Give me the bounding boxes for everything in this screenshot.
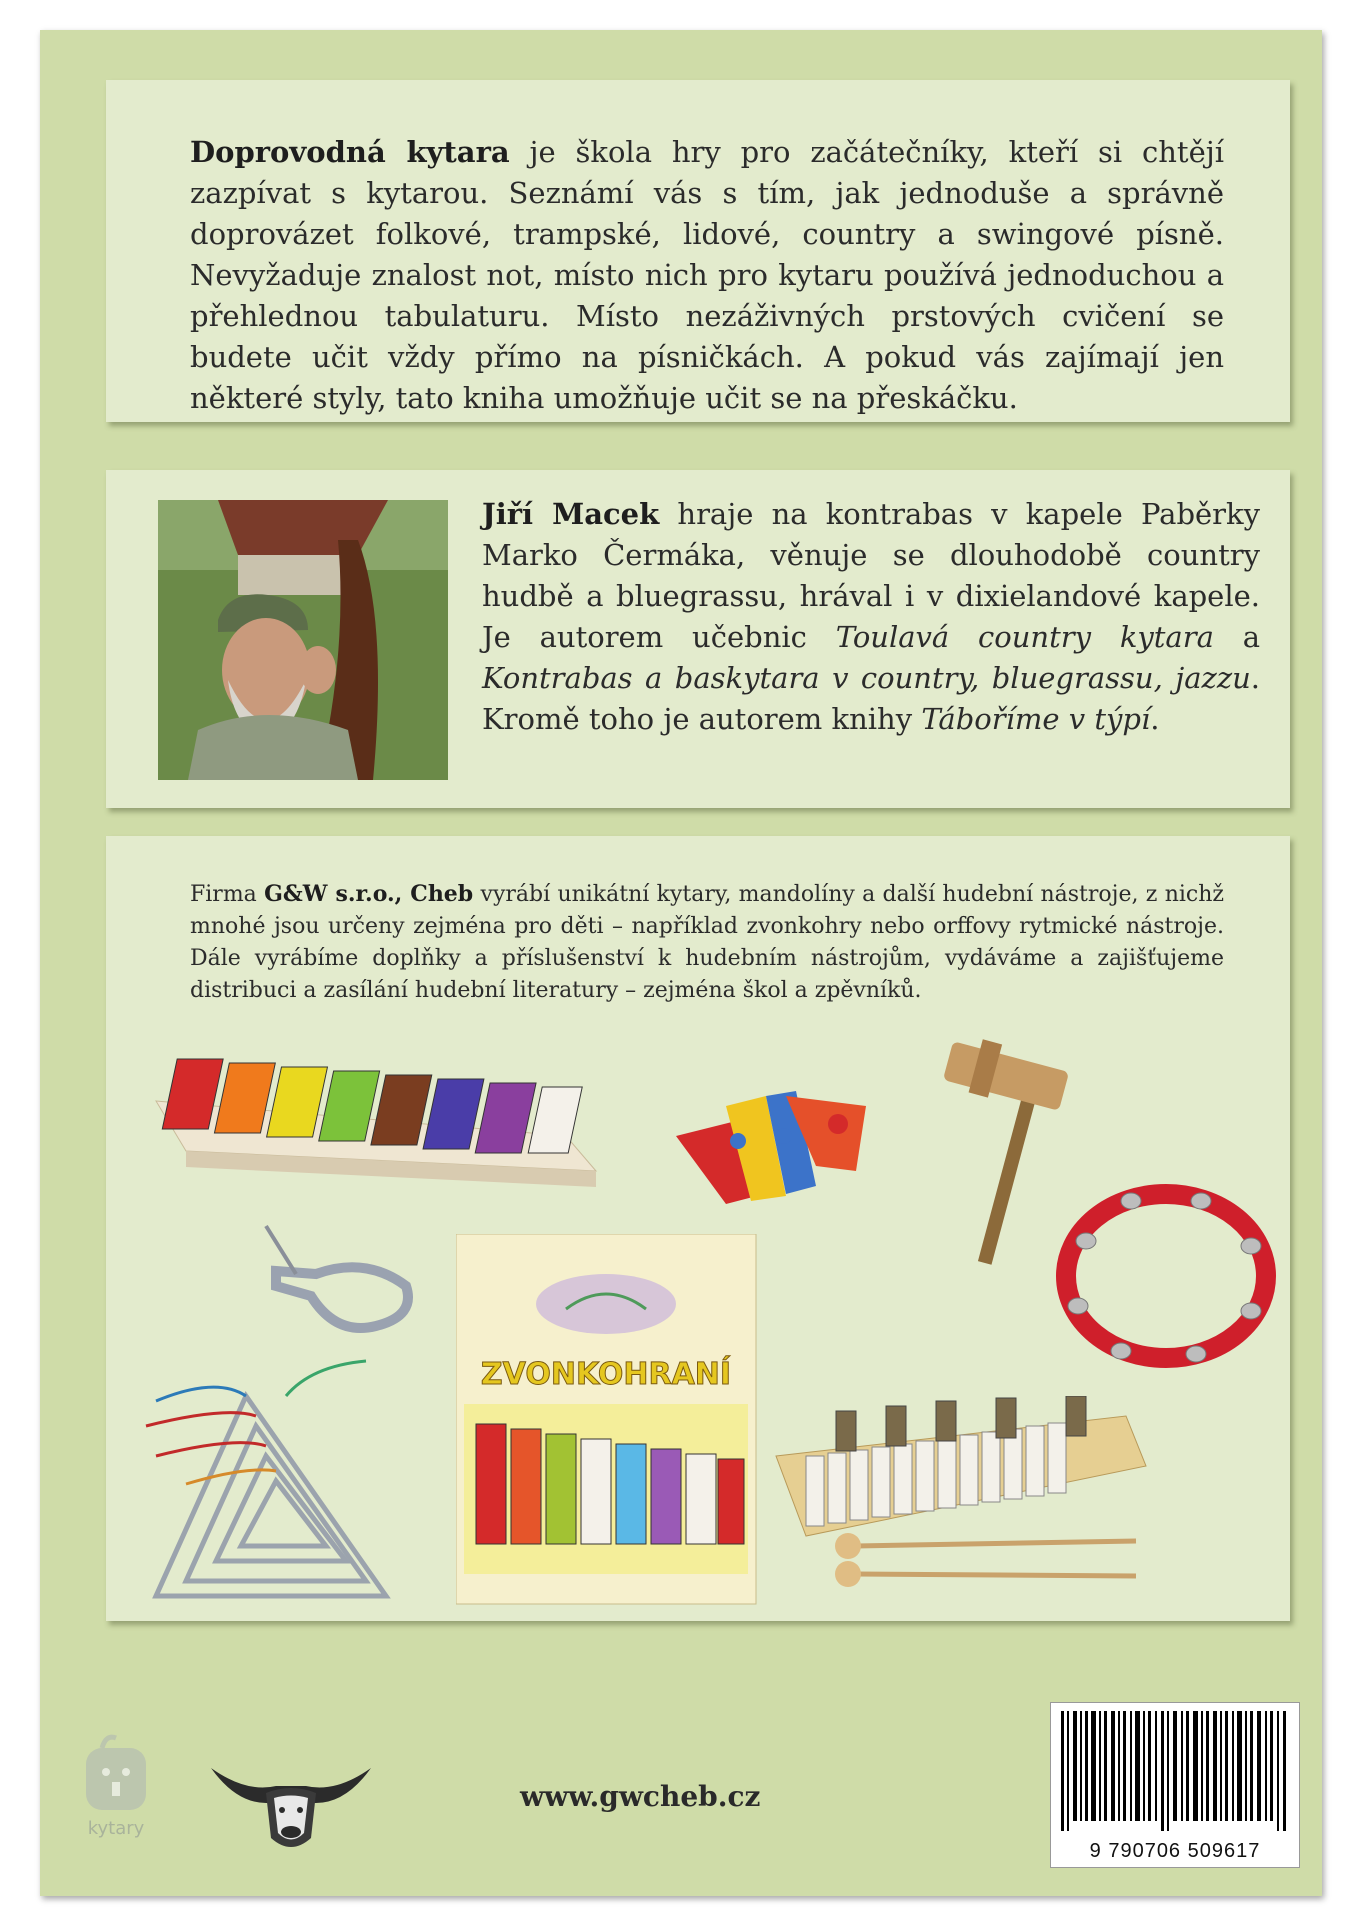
author-panel [106,470,1290,808]
book-ref-2: Kontrabas a baskytara v country, bluegrassu, jazzu [482,661,1251,695]
zvonkohrani-package-image [456,1234,776,1614]
glockenspiel-image [146,1041,606,1191]
author-bio: Jiří Macek hraje na kontrabas v kapele Paběrky Marko Čermáka, věnuje se dlouhodobě country hudbě a bluegrassu, hrával i v dixielandové kapele. Je autorem učebnic Toulavá country kytara a Kontrabas a baskytara v country, bluegrassu, jazzu. Kromě toho je autorem knihy Táboříme v týpí. [482,497,1260,736]
gw-bull-logo-icon [206,1748,376,1858]
book-ref-1: Toulavá country kytara [835,620,1214,654]
jaw-harp-image [256,1216,426,1346]
book-ref-3: Táboříme v týpí [921,702,1151,736]
barcode [1050,1702,1300,1868]
package-label: ZVONKOHRANÍ [480,1357,732,1392]
kytary-watermark [76,1730,156,1840]
intro-panel [106,80,1290,422]
book-title: Doprovodná kytara [190,135,510,169]
triangles-image [136,1356,456,1606]
book-back-cover [40,30,1322,1896]
kytary-label: kytary [87,1818,145,1839]
company-name: G&W s.r.o., Cheb [264,881,474,907]
mallets-image [826,1526,1146,1596]
intro-text: Doprovodná kytara je škola hry pro začátečníky, kteří si chtějí zazpívat s kytarou. Seznámí vás s tím, jak jednoduše a správně doprovázet folkové, trampské, lidové, country a swingové písně. Nevyžaduje znalost not, místo nich pro kytaru používá jednoduchou a přehlednou tabulaturu. Místo nezáživných prstových cvičení se budete učit vždy přímo na písničkách. A pokud vás zajímají jen některé styly, tato kniha umožňuje učit se na přeskáčku. [190,135,1225,415]
company-panel [106,836,1290,1621]
barcode-digits: 9 790706 509617 [1089,1840,1261,1862]
author-photo [158,500,448,780]
company-text: Firma G&W s.r.o., Cheb vyrábí unikátní kytary, mandolíny a další hudební nástroje, z nichž mnohé jsou určeny zejména pro děti – například zvonkohry nebo orffovy rytmické nástroje. Dále vyrábíme doplňky a příslušenství k hudebním nástrojům, vydáváme a zajišťujeme distribuci a zasílání hudební literatury – zejména škol a zpěvníků. [190,881,1224,1003]
author-name: Jiří Macek [482,497,660,531]
kazoos-image [666,1076,906,1206]
barcode-bars [1051,1703,1299,1833]
kytary-logo-icon [76,1730,156,1818]
website-url: www.gwcheb.cz [520,1780,761,1813]
tambourine-image [1056,1176,1276,1376]
